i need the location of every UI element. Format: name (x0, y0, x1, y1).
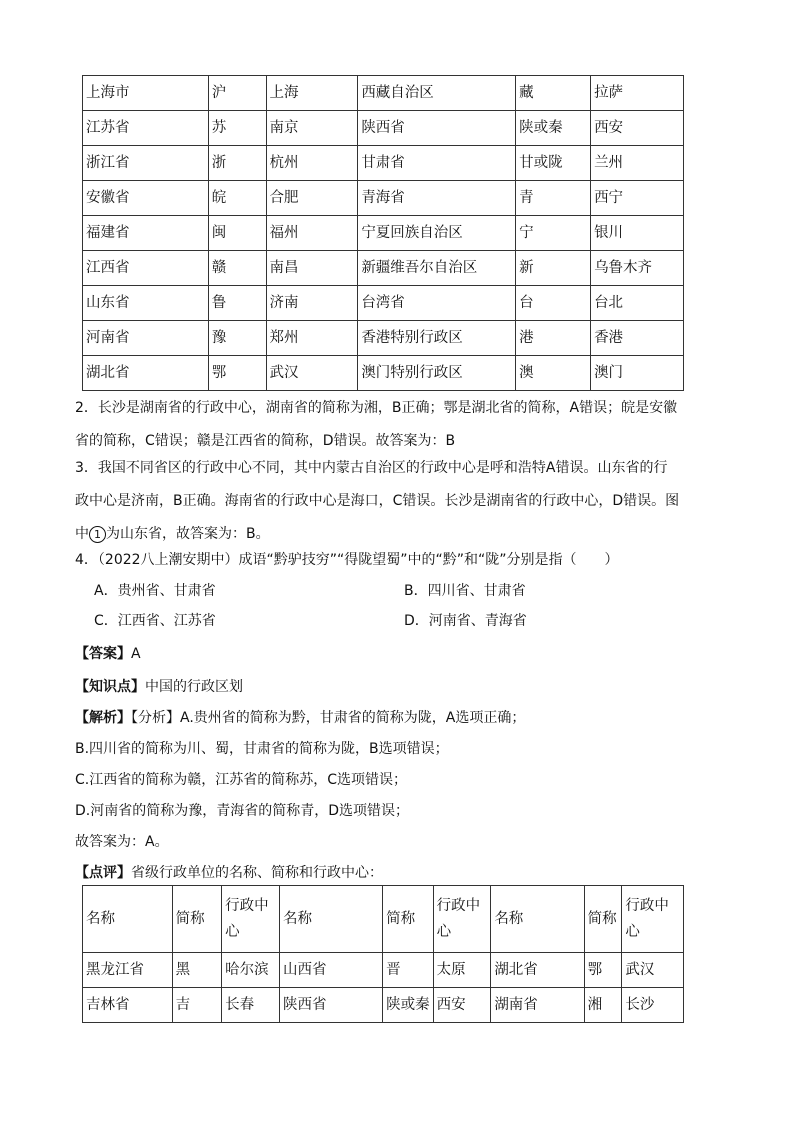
table-row (83, 111, 684, 146)
table-cell: 杭州 (266, 146, 358, 181)
table-cell: 鄂 (584, 953, 622, 988)
comment-row (75, 858, 383, 888)
table-cell: 豫 (208, 321, 266, 356)
table-row (83, 251, 684, 286)
comment-label: 【点评】 (75, 865, 131, 881)
table-cell: 江西省 (83, 251, 209, 286)
analysis-line: B.四川省的简称为川、蜀，甘肃省的简称为陇，B选项错误； (75, 741, 449, 757)
option-a: A．贵州省、甘肃省 (94, 583, 216, 599)
province-table-2 (82, 885, 684, 1023)
table-cell: 陕西省 (280, 988, 383, 1023)
table-header-cell: 名称 (280, 886, 383, 953)
table-cell: 武汉 (266, 356, 358, 391)
q2-line: 省的简称，C错误；赣是江西省的简称，D错误。故答案为：B (75, 433, 456, 449)
table-cell: 陕或秦 (516, 111, 591, 146)
analysis-text: 【分析】A.贵州省的简称为黔，甘肃省的简称为陇，A选项正确； (131, 710, 526, 726)
table-cell: 台 (516, 286, 591, 321)
q3-line: 3．我国不同省区的行政中心不同，其中内蒙古自治区的行政中心是呼和浩特A错误。山东省的行 (75, 460, 668, 476)
table-cell: 南昌 (266, 251, 358, 286)
table-cell: 山西省 (280, 953, 383, 988)
q4-stem: 4．（2022八上潮安期中）成语“黔驴技穷”“得陇望蜀”中的“黔”和“陇”分别是指（ ） (75, 552, 619, 568)
table-cell: 福建省 (83, 216, 209, 251)
circled-number: 1 (89, 526, 106, 543)
table-cell: 浙 (208, 146, 266, 181)
table-cell: 湖北省 (83, 356, 209, 391)
option-d: D．河南省、青海省 (404, 613, 527, 629)
table-cell: 湖北省 (491, 953, 584, 988)
table-cell: 西宁 (591, 181, 684, 216)
table-cell: 陕西省 (358, 111, 516, 146)
table-cell: 青 (516, 181, 591, 216)
answer-value: A (131, 646, 141, 662)
analysis-row (75, 703, 525, 733)
table-cell: 青海省 (358, 181, 516, 216)
table-row (83, 146, 684, 181)
answer-row (75, 639, 141, 669)
table-cell: 沪 (208, 76, 266, 111)
table-cell: 郑州 (266, 321, 358, 356)
table-cell: 乌鲁木齐 (591, 251, 684, 286)
table-cell: 长沙 (622, 988, 684, 1023)
table-cell: 合肥 (266, 181, 358, 216)
table-row (83, 181, 684, 216)
table-cell: 南京 (266, 111, 358, 146)
table-cell: 太原 (433, 953, 491, 988)
table-cell: 澳 (516, 356, 591, 391)
comment-text: 省级行政单位的名称、简称和行政中心： (131, 865, 383, 881)
q3-text: 中 (75, 526, 89, 542)
table-header-row (83, 886, 684, 953)
table-cell: 吉林省 (83, 988, 173, 1023)
table-row (83, 321, 684, 356)
option-b: B．四川省、甘肃省 (404, 583, 526, 599)
table-cell: 拉萨 (591, 76, 684, 111)
answer-label: 【答案】 (75, 646, 131, 662)
table-cell: 赣 (208, 251, 266, 286)
table-header-cell: 名称 (491, 886, 584, 953)
province-table-1 (82, 75, 684, 391)
analysis-line: D.河南省的简称为豫，青海省的简称青，D选项错误； (75, 803, 410, 819)
table-cell: 宁夏回族自治区 (358, 216, 516, 251)
table-cell: 闽 (208, 216, 266, 251)
table-cell: 新疆维吾尔自治区 (358, 251, 516, 286)
analysis-label: 【解析】 (75, 710, 131, 726)
table-cell: 河南省 (83, 321, 209, 356)
table-cell: 鄂 (208, 356, 266, 391)
table-cell: 武汉 (622, 953, 684, 988)
knowledge-label: 【知识点】 (75, 679, 145, 695)
table-cell: 山东省 (83, 286, 209, 321)
q3-explanation (75, 452, 725, 551)
table-header-cell: 行政中心 (622, 886, 684, 953)
table-cell: 香港特别行政区 (358, 321, 516, 356)
table-cell: 黑 (172, 953, 222, 988)
table-cell: 港 (516, 321, 591, 356)
table-cell: 西藏自治区 (358, 76, 516, 111)
table-cell: 兰州 (591, 146, 684, 181)
table-cell: 澳门 (591, 356, 684, 391)
table-cell: 安徽省 (83, 181, 209, 216)
table-row (83, 286, 684, 321)
q3-line: 政中心是济南，B正确。海南省的行政中心是海口，C错误。长沙是湖南省的行政中心，D错误。图 (75, 493, 680, 509)
table-header-cell: 简称 (172, 886, 222, 953)
table-row (83, 988, 684, 1023)
table-cell: 西安 (591, 111, 684, 146)
table-row (83, 216, 684, 251)
option-c: C．江西省、江苏省 (94, 613, 216, 629)
table-cell: 江苏省 (83, 111, 209, 146)
table-cell: 新 (516, 251, 591, 286)
table-cell: 上海 (266, 76, 358, 111)
table-row (83, 953, 684, 988)
table-cell: 台北 (591, 286, 684, 321)
table-cell: 皖 (208, 181, 266, 216)
table-cell: 湖南省 (491, 988, 584, 1023)
table-cell: 湘 (584, 988, 622, 1023)
table-row (83, 76, 684, 111)
table-cell: 济南 (266, 286, 358, 321)
q2-explanation (75, 392, 725, 458)
table-cell: 西安 (433, 988, 491, 1023)
table-cell: 黑龙江省 (83, 953, 173, 988)
table-row (83, 356, 684, 391)
table-cell: 甘肃省 (358, 146, 516, 181)
table-cell: 陕或秦 (383, 988, 434, 1023)
table-cell: 澳门特别行政区 (358, 356, 516, 391)
table-cell: 晋 (383, 953, 434, 988)
table-cell: 香港 (591, 321, 684, 356)
table-cell: 上海市 (83, 76, 209, 111)
table-cell: 甘或陇 (516, 146, 591, 181)
table-header-cell: 简称 (383, 886, 434, 953)
q2-line: 2．长沙是湖南省的行政中心，湖南省的简称为湘，B正确；鄂是湖北省的简称，A错误；皖是安徽 (75, 400, 678, 416)
table-cell: 哈尔滨 (222, 953, 280, 988)
table-header-cell: 行政中心 (433, 886, 491, 953)
analysis-line: C.江西省的简称为赣，江苏省的简称苏，C选项错误； (75, 772, 407, 788)
knowledge-row (75, 672, 243, 702)
table-cell: 银川 (591, 216, 684, 251)
table-cell: 鲁 (208, 286, 266, 321)
table-cell: 苏 (208, 111, 266, 146)
analysis-line: 故答案为：A。 (75, 834, 169, 850)
table-header-cell: 简称 (584, 886, 622, 953)
table-cell: 长春 (222, 988, 280, 1023)
table-cell: 宁 (516, 216, 591, 251)
table-cell: 吉 (172, 988, 222, 1023)
table-cell: 福州 (266, 216, 358, 251)
table-header-cell: 名称 (83, 886, 173, 953)
table-cell: 藏 (516, 76, 591, 111)
table-cell: 浙江省 (83, 146, 209, 181)
table-cell: 台湾省 (358, 286, 516, 321)
q3-text: 为山东省，故答案为：B。 (106, 526, 270, 542)
knowledge-value: 中国的行政区划 (145, 679, 243, 695)
table-header-cell: 行政中心 (222, 886, 280, 953)
